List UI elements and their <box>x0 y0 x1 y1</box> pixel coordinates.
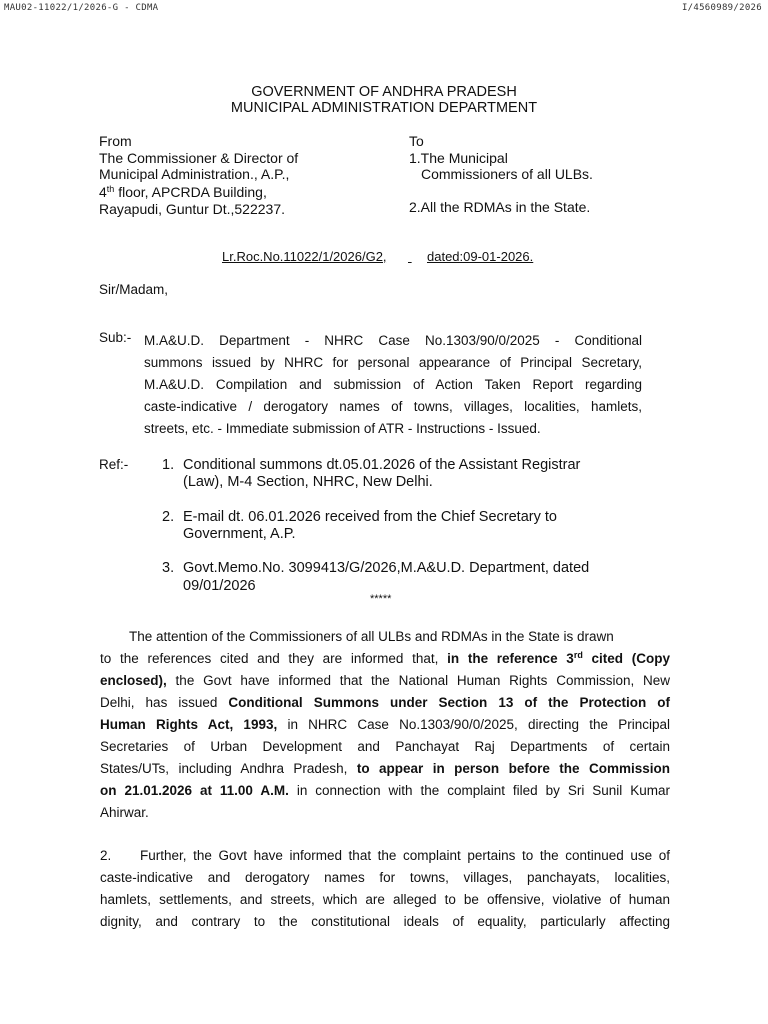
to-label: To <box>409 133 424 149</box>
subject-text <box>144 330 642 440</box>
to-item-1-line-2: Commissioners of all ULBs. <box>421 166 593 182</box>
to-item-1-line-1: 1.The Municipal <box>409 150 508 166</box>
separator-stars: ***** <box>370 593 392 605</box>
paragraph-line: Human Rights Act, 1993, in NHRC Case No.1303/90/0/2025, directing the Principal <box>100 717 670 732</box>
paragraph-line: Delhi, has issued Conditional Summons under Section 13 of the Protection of <box>100 695 670 710</box>
paragraph-line: Ahirwar. <box>100 805 149 820</box>
paragraph-2-number: 2. <box>100 848 112 863</box>
references-label: Ref:- <box>99 457 129 472</box>
paragraph-line: on 21.01.2026 at 11.00 A.M. in connection with the complaint filed by Sri Sunil Kumar <box>100 783 671 798</box>
reference-line: (Law), M-4 Section, NHRC, New Delhi. <box>183 474 433 490</box>
letter-reference-number: Lr.Roc.No.11022/1/2026/G2, <box>222 249 387 264</box>
paragraph-line: States/UTs, including Andhra Pradesh, to appear in person before the Commission <box>100 761 670 776</box>
subject-line: M.A&U.D. Department - NHRC Case No.1303/90/0/2025 - Conditional <box>144 333 642 348</box>
reference-line: 09/01/2026 <box>183 578 256 594</box>
department-heading: MUNICIPAL ADMINISTRATION DEPARTMENT <box>230 100 538 116</box>
reference-number: 1. <box>162 457 175 473</box>
from-label: From <box>99 133 132 149</box>
paragraph-line: caste-indicative and derogatory names for towns, villages, panchayats, localities, <box>100 870 670 885</box>
reference-number: 2. <box>162 509 175 525</box>
paragraph-line: dignity, and contrary to the constitutional ideals of equality, particularly affecting <box>100 914 670 929</box>
paragraph-line: The attention of the Commissioners of all ULBs and RDMAs in the State is drawn <box>129 629 614 644</box>
paragraph-line: Secretaries of Urban Development and Panchayat Raj Departments of certain <box>100 739 670 754</box>
subject-line: caste-indicative / derogatory names of towns, villages, localities, hamlets, <box>144 399 642 415</box>
reference-line: Govt.Memo.No. 3099413/G/2026,M.A&U.D. Department, dated <box>183 560 590 576</box>
from-line-1: The Commissioner & Director of <box>99 150 299 166</box>
paragraph-line: Further, the Govt have informed that the complaint pertains to the continued use of <box>140 848 670 863</box>
letter-reference-date: dated:09-01-2026. <box>427 249 534 264</box>
paragraph-2 <box>100 845 670 933</box>
subject-line: streets, etc. - Immediate submission of ATR - Instructions - Issued. <box>144 421 541 437</box>
salutation: Sir/Madam, <box>99 282 169 297</box>
subject-label: Sub:- <box>99 330 132 345</box>
reference-number: 3. <box>162 560 175 576</box>
paragraph-line: hamlets, settlements, and streets, which are alleged to be offensive, violative of human <box>100 892 670 907</box>
to-item-2: 2.All the RDMAs in the State. <box>409 199 591 215</box>
paragraph-line: enclosed), the Govt have informed that the National Human Rights Commission, New <box>100 673 670 688</box>
reference-line: E-mail dt. 06.01.2026 received from the Chief Secretary to <box>183 509 557 525</box>
from-line-2: Municipal Administration., A.P., <box>99 166 290 182</box>
file-reference-right: I/4560989/2026 <box>681 3 762 13</box>
subject-line: M.A&U.D. Compilation and submission of Action Taken Report regarding <box>144 377 642 393</box>
government-heading: GOVERNMENT OF ANDHRA PRADESH <box>251 84 517 100</box>
letter-reference-gap <box>408 249 426 264</box>
paragraph-line: to the references cited and they are informed that, in the reference 3rd cited (Copy <box>100 650 670 666</box>
from-line-3: 4th floor, APCRDA Building, <box>99 184 267 200</box>
reference-line: Conditional summons dt.05.01.2026 of the Assistant Registrar <box>183 457 581 473</box>
reference-line: Government, A.P. <box>183 526 296 542</box>
file-reference-left: MAU02-11022/1/2026-G - CDMA <box>4 3 159 13</box>
from-line-4: Rayapudi, Guntur Dt.,522237. <box>99 201 286 217</box>
paragraph-1 <box>100 626 670 824</box>
subject-line: summons issued by NHRC for personal appearance of Principal Secretary, <box>144 355 642 371</box>
